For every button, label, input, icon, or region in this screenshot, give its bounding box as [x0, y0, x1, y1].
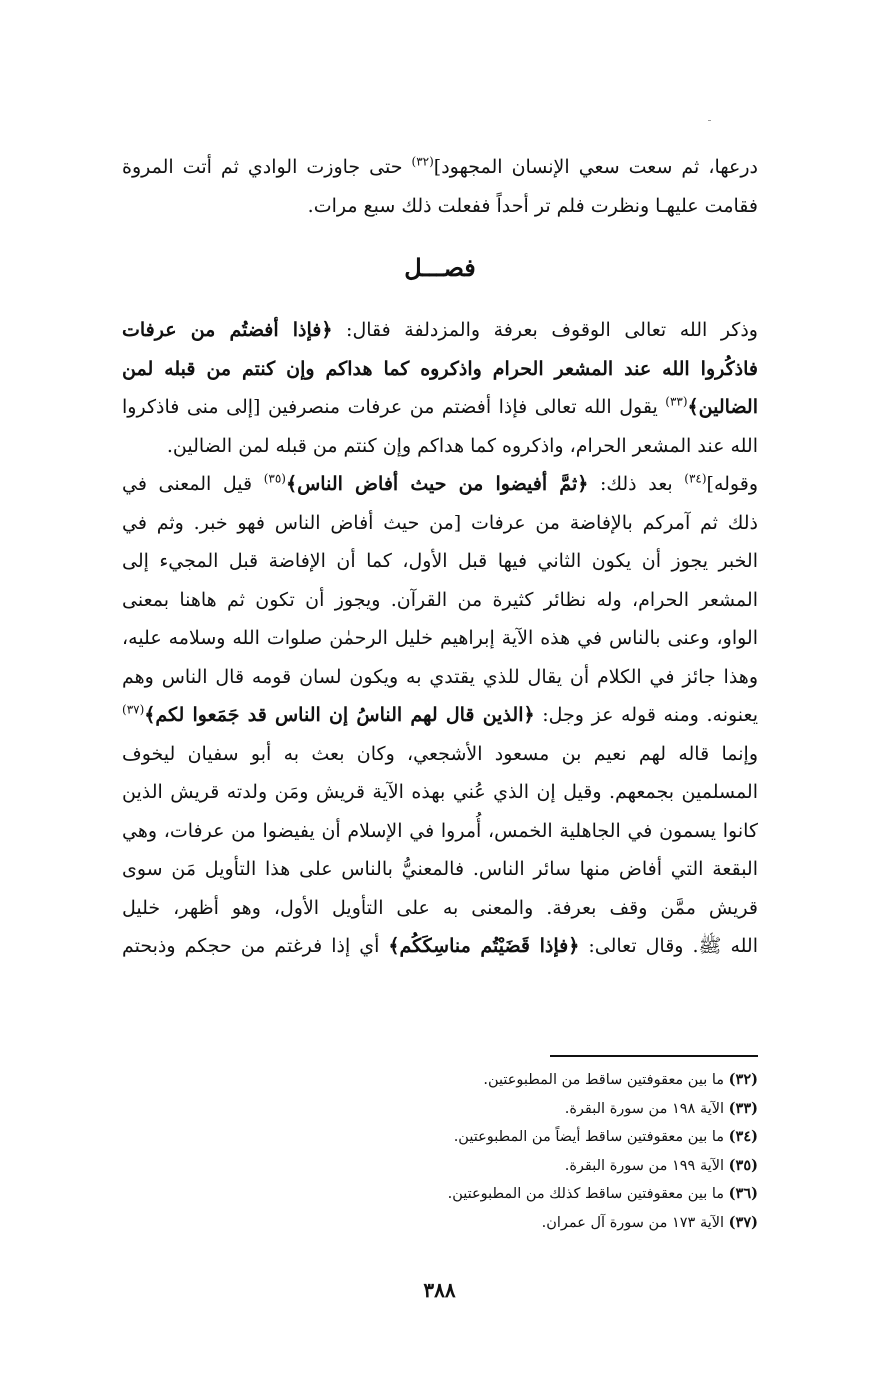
footnote-ref: (٣٥) — [263, 471, 286, 486]
page-text — [122, 148, 758, 966]
footnote-text: الآية ١٩٩ من سورة البقرة. — [564, 1157, 729, 1174]
text-line — [122, 504, 758, 543]
text-span: الواو، وعنى بالناس في هذه الآية إبراهيم خليل الرحمٰن صلوات الله وسلامه عليه، — [122, 627, 758, 649]
text-line — [122, 696, 758, 735]
scan-speck — [708, 120, 711, 121]
text-span: وهذا جائز في الكلام أن يقال للذي يقتدي به ويكون لسان قومه قال الناس وهم — [122, 665, 758, 688]
quran-quote: ﴿فإذا قَضَيْتُم مناسِكَكُم﴾ — [388, 935, 580, 957]
footnote — [122, 1066, 758, 1095]
text-span: كانوا يسمون في الجاهلية الخمس، أُمروا في الإسلام أن يفيضوا من عرفات، وهي — [122, 819, 758, 842]
text-span: يقول الله تعالى فإذا أفضتم من عرفات منصرفين [إلى منى فاذكروا — [122, 396, 666, 418]
footnote-number: (٣٦) — [728, 1185, 758, 1202]
footnote-text: ما بين معقوفتين ساقط أيضاً من المطبوعتين. — [453, 1129, 729, 1145]
text-line — [122, 148, 758, 187]
quran-quote: ﴿ثمَّ أفيضوا من حيث أفاض الناس﴾ — [285, 473, 589, 495]
footnote — [122, 1123, 758, 1152]
text-line — [122, 658, 758, 697]
text-span: الخبر يجوز أن يكون الثاني فيها قبل الأول، كما أن الإفاضة قبل المجيء إلى — [122, 550, 758, 572]
text-span: المسلمين بجمعهم. وقيل إن الذي عُني بهذه الآية قريش ومَن ولدته قريش الذين — [122, 781, 758, 803]
text-span: بعد ذلك: — [588, 473, 685, 495]
text-span: الله عند المشعر الحرام، واذكروه كما هداكم وإن كنتم من قبله لمن الضالين. — [166, 434, 758, 457]
text-span: درعها، ثم سعت سعي الإنسان المجهود] — [433, 156, 758, 178]
quran-quote: الضالين﴾ — [687, 396, 758, 418]
footnote-number: (٣٥) — [728, 1156, 758, 1174]
text-line — [122, 812, 758, 851]
footnote-ref: (٣٣) — [665, 394, 688, 409]
text-line — [122, 388, 758, 427]
footnote — [122, 1152, 758, 1181]
text-line — [122, 735, 758, 774]
footnote-number: (٣٢) — [728, 1071, 758, 1088]
text-span: وقوله] — [706, 473, 758, 495]
footnote-number: (٣٧) — [728, 1213, 758, 1231]
footnote-number: (٣٤) — [728, 1128, 758, 1145]
footnote — [122, 1095, 758, 1124]
text-line — [122, 427, 758, 466]
quran-quote: ﴿الذين قال لهم الناسُ إن الناس قد جَمَعوا لكم﴾ — [144, 704, 535, 726]
footnote — [122, 1209, 758, 1238]
text-line — [122, 187, 758, 226]
text-span: المشعر الحرام، وله نظائر كثيرة من القرآن. ويجوز أن تكون ثم هاهنا بمعنى — [122, 588, 758, 611]
text-line — [122, 773, 758, 812]
text-line — [122, 350, 758, 389]
text-line — [122, 311, 758, 350]
text-line — [122, 927, 758, 966]
text-line — [122, 850, 758, 889]
text-span: ذلك ثم آمركم بالإفاضة من عرفات [من حيث أفاض الناس فهو خبر. وثم في — [122, 511, 758, 534]
footnote-ref: (٣٤) — [684, 471, 707, 486]
text-span: وإنما قاله لهم نعيم بن مسعود الأشجعي، وكان بعث به أبو سفيان ليخوف — [122, 742, 758, 765]
footnote-text: ما بين معقوفتين ساقط كذلك من المطبوعتين. — [447, 1186, 729, 1202]
footnote-ref: (٣٧) — [122, 702, 145, 717]
text-span: الله ﷺ. وقال تعالى: — [579, 935, 758, 957]
text-line — [122, 465, 758, 504]
quran-quote: ﴿فإذا أفضتُم من عرفات — [122, 319, 333, 341]
footnote-text: الآية ١٩٨ من سورة البقرة. — [564, 1100, 729, 1117]
section-heading: فصـــل — [404, 253, 476, 282]
text-line — [122, 581, 758, 620]
footnote-text: الآية ١٧٣ من سورة آل عمران. — [541, 1214, 729, 1231]
footnote-divider — [550, 1055, 758, 1057]
text-span: يعنونه. ومنه قوله عز وجل: — [534, 704, 758, 726]
text-span: أي إذا فرغتم من حجكم وذبحتم — [122, 935, 389, 957]
text-span: قريش ممَّن وقف بعرفة. والمعنى به على التأويل الأول، وهو أظهر، خليل — [122, 896, 758, 919]
text-line — [122, 542, 758, 581]
quran-quote: فاذكُروا الله عند المشعر الحرام واذكروه كما هداكم وإن كنتم من قبله لمن — [122, 357, 758, 380]
footnotes — [122, 1066, 758, 1237]
footnote-ref: (٣٢) — [411, 154, 434, 169]
text-line — [122, 889, 758, 928]
text-span: وذكر الله تعالى الوقوف بعرفة والمزدلفة فقال: — [332, 319, 758, 341]
text-span: فقامت عليهـا ونظرت فلم تر أحداً ففعلت ذلك سبع مرات. — [307, 194, 758, 217]
footnote-number: (٣٣) — [728, 1099, 758, 1117]
text-span: البقعة التي أفاض منها سائر الناس. فالمعنيُّ بالناس على هذا التأويل مَن سوى — [122, 858, 758, 880]
text-span: قيل المعنى في — [122, 473, 264, 495]
page-number: ٣٨٨ — [423, 1278, 456, 1302]
footnote — [122, 1180, 758, 1209]
text-line — [122, 619, 758, 658]
text-span: حتى جاوزت الوادي ثم أتت المروة — [122, 156, 412, 178]
footnote-text: ما بين معقوفتين ساقط من المطبوعتين. — [483, 1072, 729, 1088]
